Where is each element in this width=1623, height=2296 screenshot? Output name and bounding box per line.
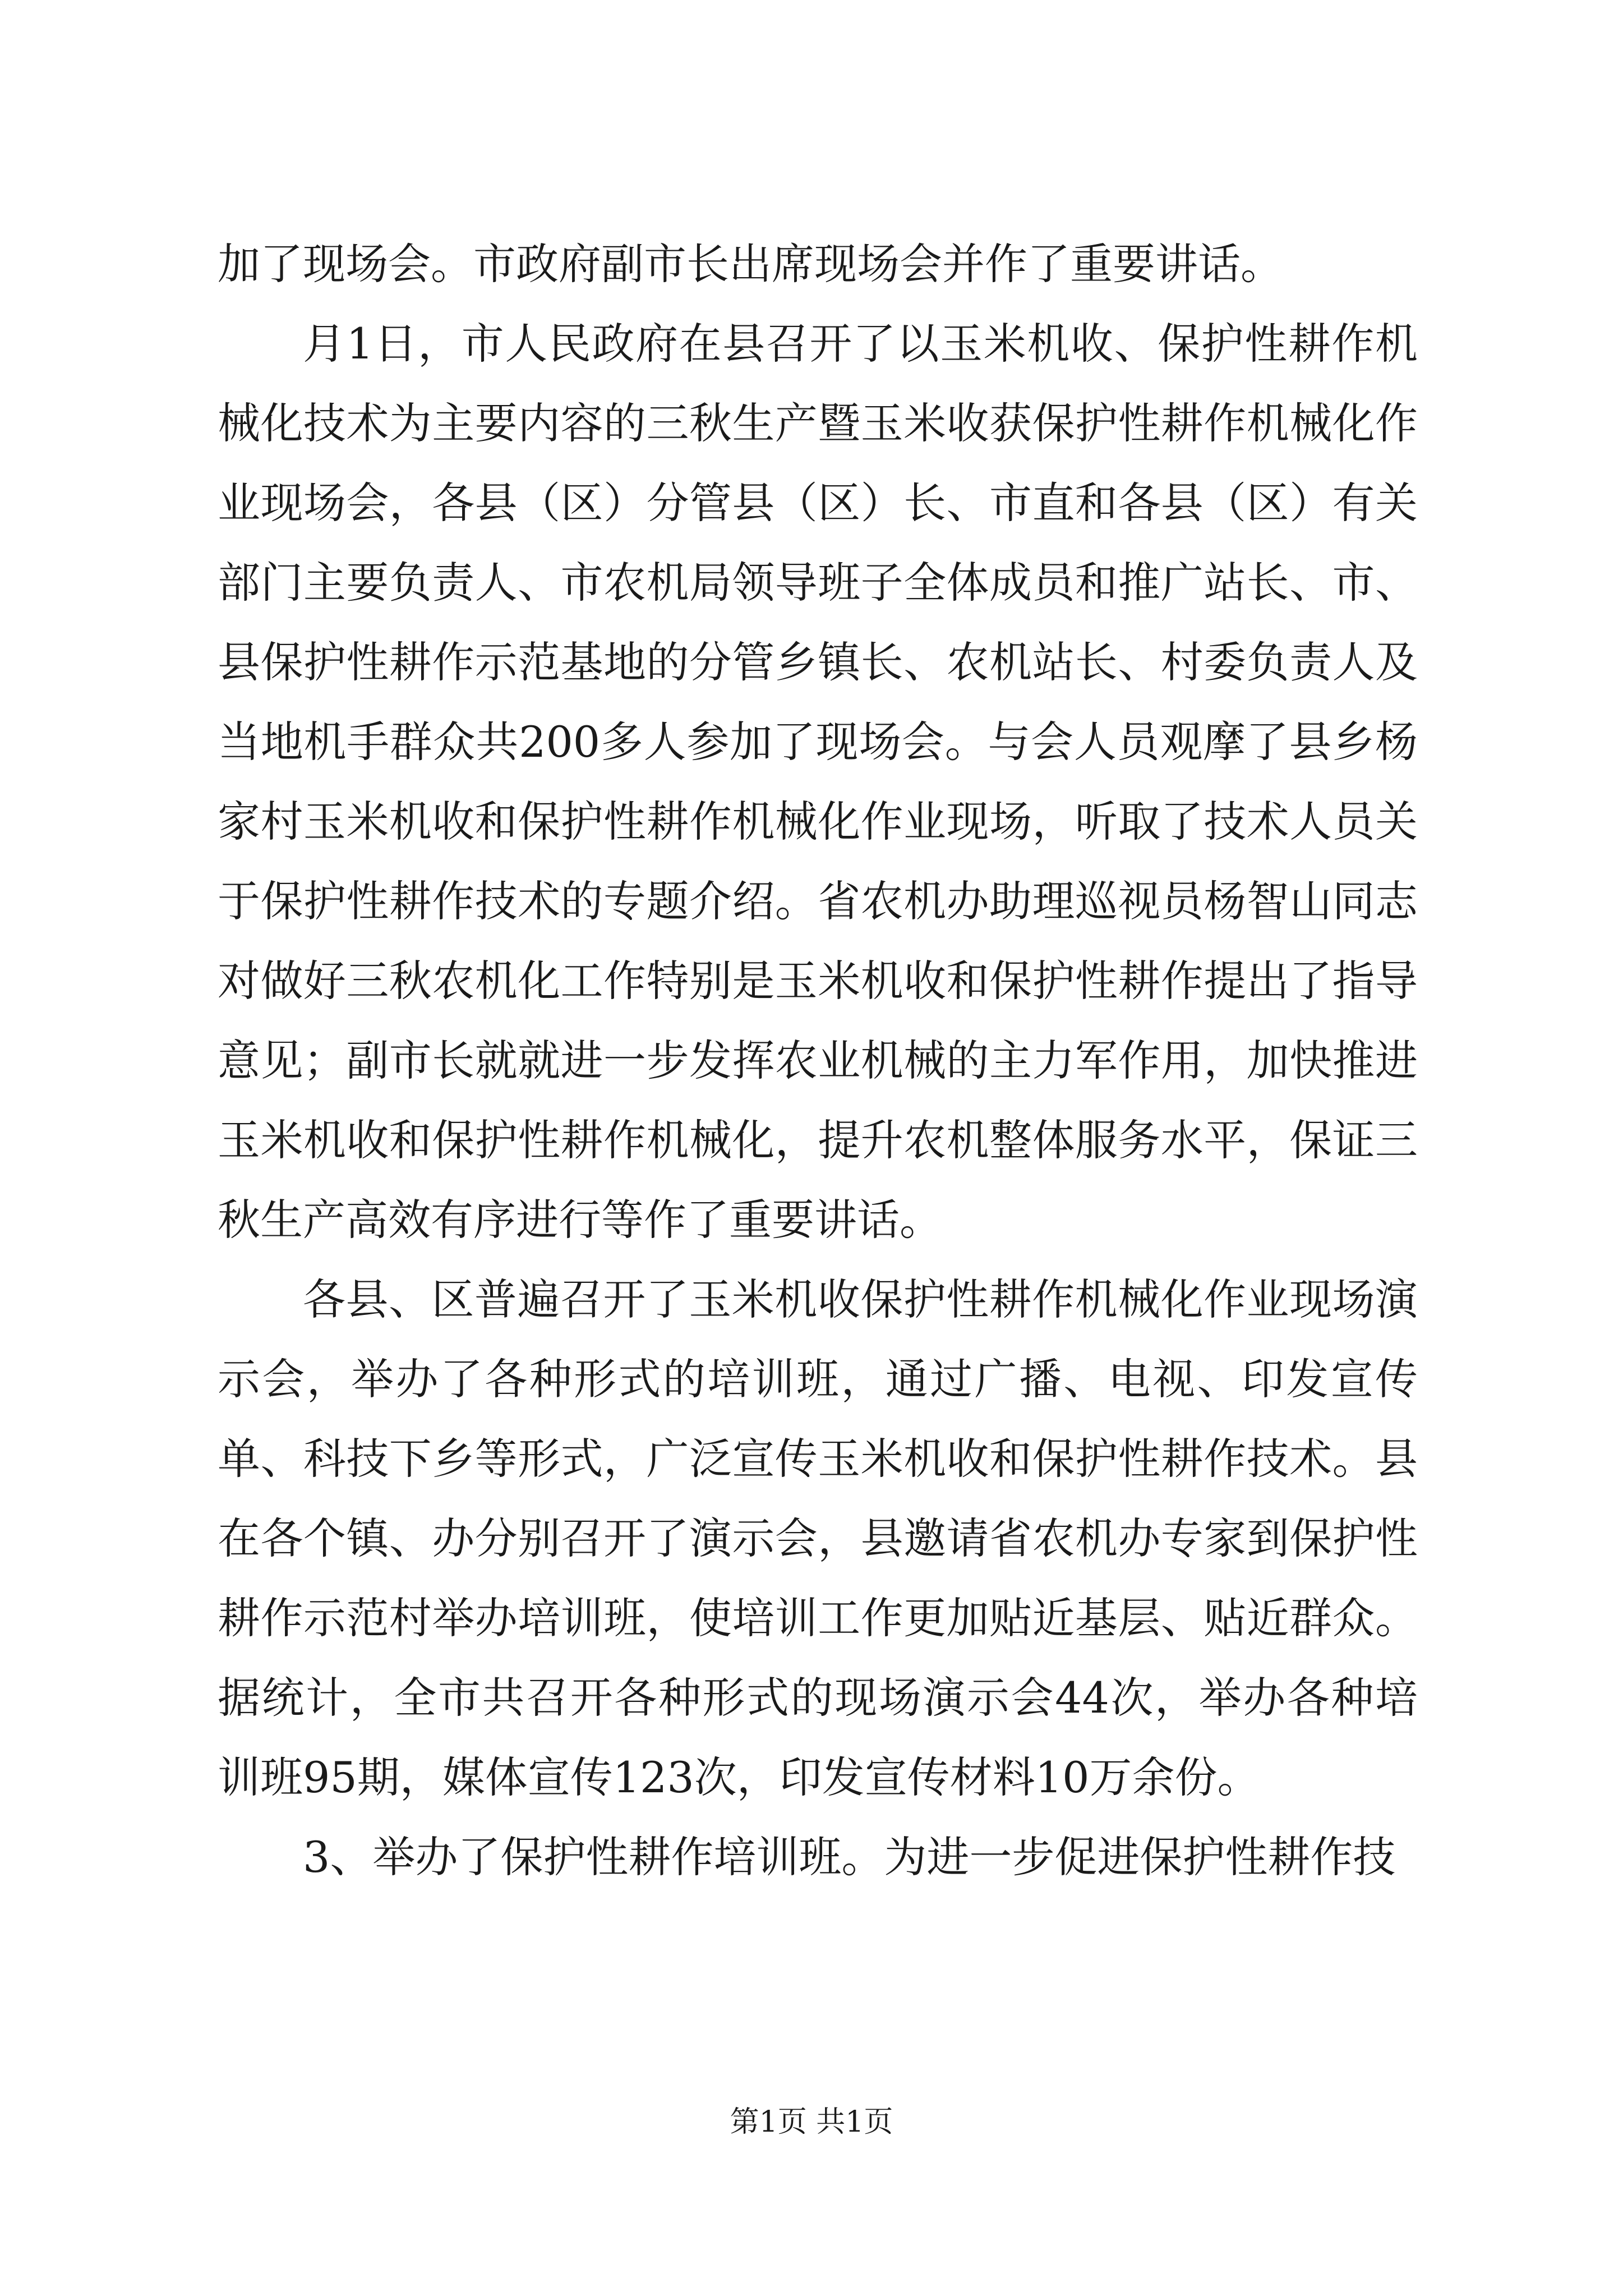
paragraph-continuation: 加了现场会。市政府副市长出席现场会并作了重要讲话。 (218, 239, 1283, 289)
page-footer: 第1页 共1页 (730, 2105, 893, 2139)
paragraph-training: 3、举办了保护性耕作培训班。为进一步促进保护性耕作技 (303, 1832, 1396, 1882)
paragraph-meeting: 月1日，市人民政府在县召开了以玉米机收、保护性耕作机械化技术为主要内容的三秋生产暨玉米收获保护性耕作机械化作业现场会，各县（区）分管县（区）长、市直和各县（区）有关部门主要负责人、市农机局领导班子全体成员和推广站长、市、县保护性耕作示范基地的分管乡镇长、农机站长、村委负责人及当地机手群众共200多人参加了现场会。与会人员观摩了县乡杨家村玉米机收和保护性耕作机械化作业现场，听取了技术人员关于保护性耕作技术的专题介绍。省农机办助理巡视员杨智山同志对做好三秋农机化工作特别是玉米机收和保护性耕作提出了指导意见；副市长就就进一步发挥农业机械的主力军作用，加快推进玉米机收和保护性耕作机械化，提升农机整体服务水平，保证三秋生产高效有序进行等作了重要讲话。 (218, 319, 1418, 1245)
document-body (218, 224, 1418, 1897)
paragraph-demonstrations: 各县、区普遍召开了玉米机收保护性耕作机械化作业现场演示会，举办了各种形式的培训班，通过广播、电视、印发宣传单、科技下乡等形式，广泛宣传玉米机收和保护性耕作技术。县在各个镇、办分别召开了演示会，县邀请省农机办专家到保护性耕作示范村举办培训班，使培训工作更加贴近基层、贴近群众。据统计，全市共召开各种形式的现场演示会44次，举办各种培训班95期，媒体宣传123次，印发宣传材料10万余份。 (218, 1274, 1418, 1802)
